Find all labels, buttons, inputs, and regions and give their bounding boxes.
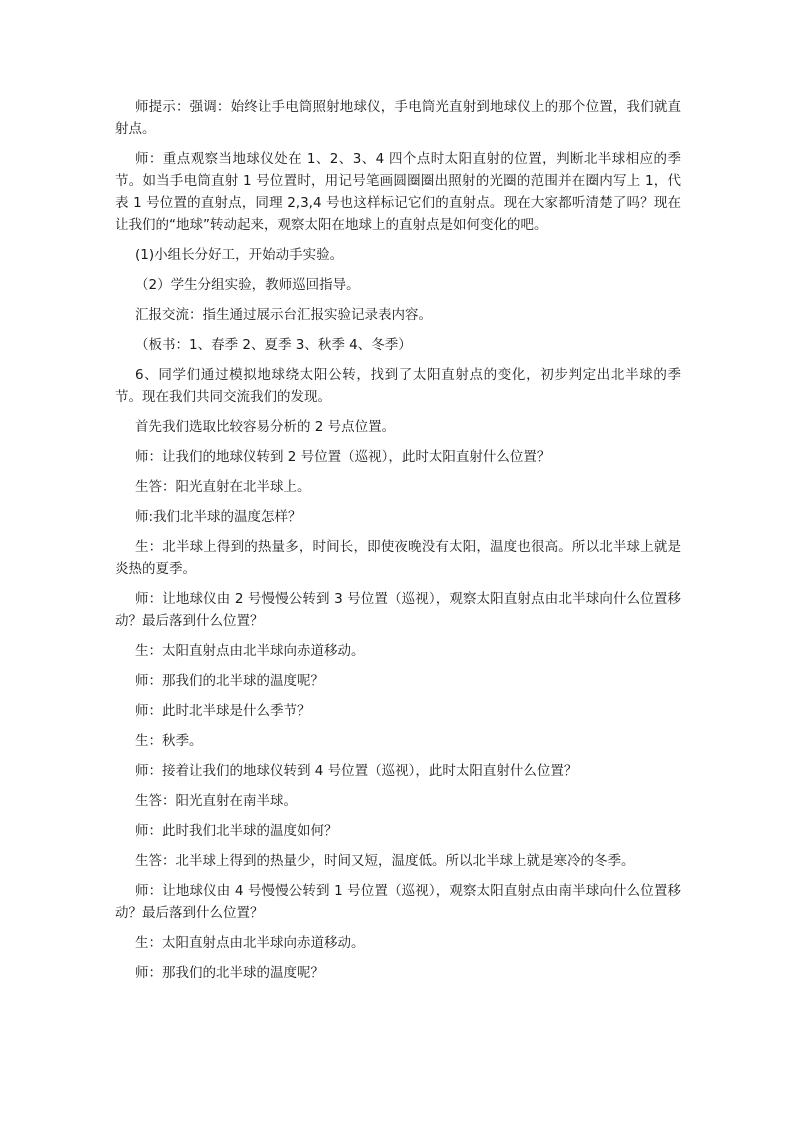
paragraph-student-a7: 生答：北半球上得到的热量少，时间又短，温度低。所以北半球上就是寒冷的冬季。 <box>135 853 635 869</box>
paragraph-student-a2: 生：北半球上得到的热量多，时间长，即使夜晚没有太阳，温度也很高。所以北半球上就是炎热的夏季。 <box>115 539 681 577</box>
paragraph-teacher-tip: 师提示：强调：始终让手电筒照射地球仪，手电筒光直射到地球仪上的那个位置，我们就直射点。 <box>115 99 681 137</box>
paragraph-step-2: （2）学生分组实验，教师巡回指导。 <box>135 277 360 293</box>
paragraph-student-a5: 生：秋季。 <box>135 733 203 749</box>
paragraph-teacher-q8: 师：让地球仪由 4 号慢慢公转到 1 号位置（巡视），观察太阳直射点由南半球向什么位置移动？最后落到什么位置？ <box>115 883 681 921</box>
paragraph-teacher-q9: 师：那我们的北半球的温度呢？ <box>135 965 324 981</box>
paragraph-teacher-q4: 师：那我们的北半球的温度呢？ <box>135 673 324 689</box>
document-body <box>115 96 681 992</box>
paragraph-section-6: 6、同学们通过模拟地球绕太阳公转，找到了太阳直射点的变化，初步判定出北半球的季节。现在我们共同交流我们的发现。 <box>115 367 681 405</box>
paragraph-teacher-q2: 师:我们北半球的温度怎样？ <box>135 509 302 525</box>
paragraph-student-a3: 生：太阳直射点由北半球向赤道移动。 <box>135 643 365 659</box>
paragraph-select-point-2: 首先我们选取比较容易分析的 2 号点位置。 <box>135 419 396 435</box>
paragraph-teacher-q6: 师：接着让我们的地球仪转到 4 号位置（巡视），此时太阳直射什么位置？ <box>135 763 578 779</box>
paragraph-student-a8: 生：太阳直射点由北半球向赤道移动。 <box>135 935 365 951</box>
paragraph-teacher-q5: 师：此时北半球是什么季节？ <box>135 703 311 719</box>
paragraph-student-a1: 生答：阳光直射在北半球上。 <box>135 479 311 495</box>
paragraph-blackboard: （板书：1、春季 2、夏季 3、秋季 4、冬季） <box>135 337 412 353</box>
paragraph-teacher-q1: 师：让我们的地球仪转到 2 号位置（巡视），此时太阳直射什么位置？ <box>135 449 551 465</box>
paragraph-report: 汇报交流：指生通过展示台汇报实验记录表内容。 <box>135 307 432 323</box>
paragraph-teacher-q3: 师：让地球仪由 2 号慢慢公转到 3 号位置（巡视），观察太阳直射点由北半球向什么位置移动？最后落到什么位置？ <box>115 591 681 629</box>
paragraph-step-1: (1)小组长分好工，开始动手实验。 <box>135 247 344 263</box>
paragraph-student-a6: 生答：阳光直射在南半球。 <box>135 793 297 809</box>
paragraph-observation-instructions: 师：重点观察当地球仪处在 1、2、3、4 四个点时太阳直射的位置，判断北半球相应的季节。如当手电筒直射 1 号位置时，用记号笔画圆圈圈出照射的光圈的范围并在圈内写上 1，代表 1 号位置的直射点，同理 2,3,4 号也这样标记它们的直射点。现在大家都听清楚了吗？现在让我们的“地球”转动起来，观察太阳在地球上的直射点是如何变化的吧。 <box>115 151 681 233</box>
paragraph-teacher-q7: 师：此时我们北半球的温度如何？ <box>135 823 338 839</box>
